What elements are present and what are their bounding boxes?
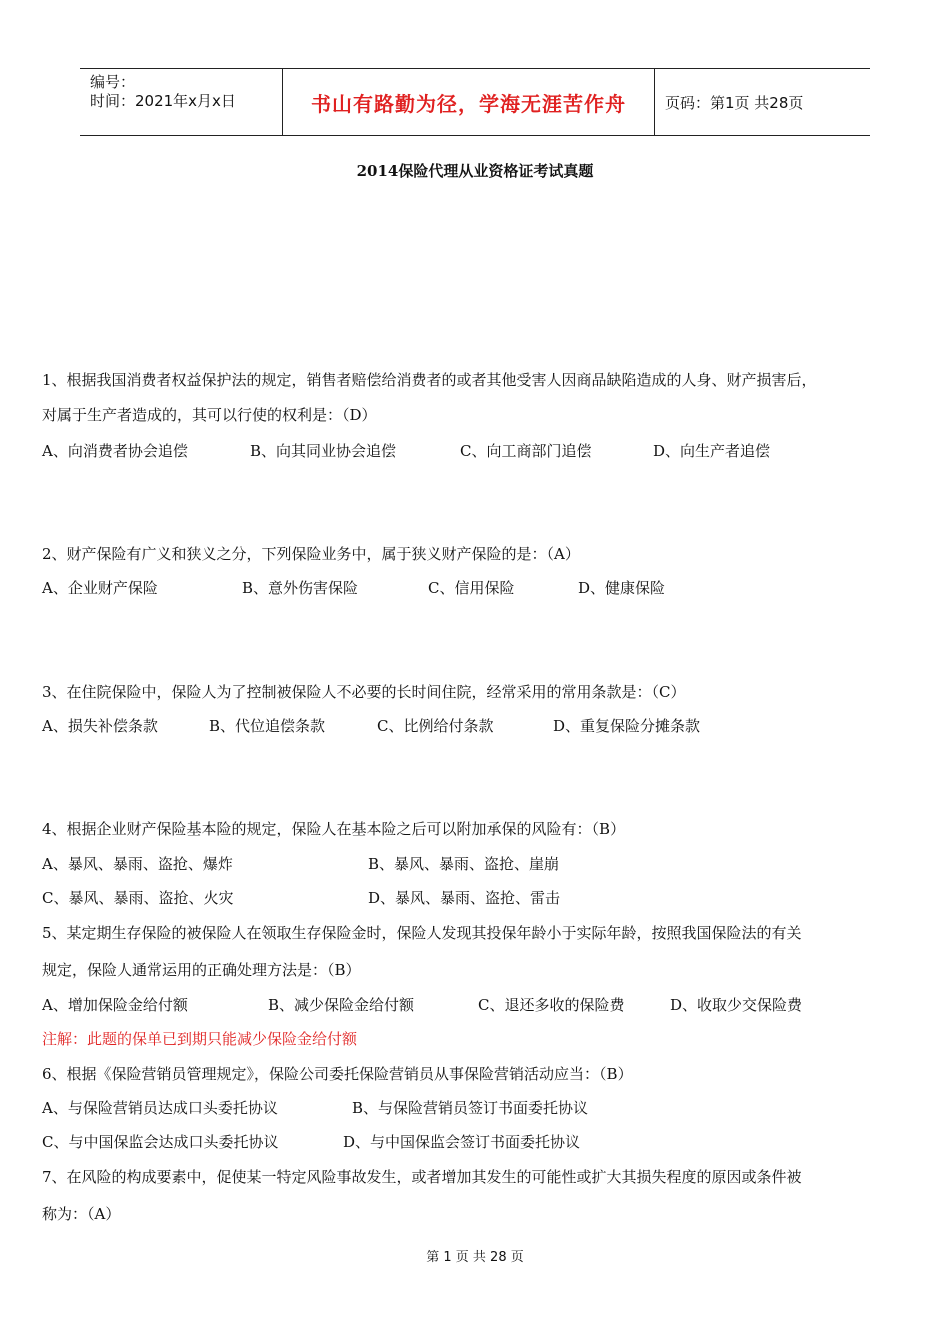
header-page-cell — [655, 69, 870, 135]
question-1-option-b: B、向其同业协会追偿 — [250, 442, 397, 460]
question-4-option-c: C、暴风、暴雨、盗抢、火灾 — [42, 889, 234, 907]
header-page-info: 页码：第1页 共28页 — [665, 93, 804, 112]
question-6-option-c: C、与中国保监会达成口头委托协议 — [42, 1133, 279, 1151]
question-3-option-c: C、比例给付条款 — [377, 717, 494, 735]
question-2-option-d: D、健康保险 — [578, 579, 666, 597]
question-5-option-d: D、收取少交保险费 — [670, 996, 803, 1014]
page-footer: 第 1 页 共 28 页 — [426, 1250, 524, 1265]
question-1-option-d: D、向生产者追偿 — [653, 442, 771, 460]
question-6-option-a: A、与保险营销员达成口头委托协议 — [42, 1099, 278, 1117]
question-4-option-a: A、暴风、暴雨、盗抢、爆炸 — [42, 855, 233, 873]
question-3-option-a: A、损失补偿条款 — [42, 717, 158, 735]
question-4-option-b: B、暴风、暴雨、盗抢、崖崩 — [368, 855, 560, 873]
question-1-text-line-2: 对属于生产者造成的，其可以行使的权利是：（D） — [42, 406, 377, 424]
question-6-option-b: B、与保险营销员签订书面委托协议 — [352, 1099, 589, 1117]
question-3-text-line-1: 3、在住院保险中，保险人为了控制被保险人不必要的长时间住院，经常采用的常用条款是：（C） — [42, 683, 686, 701]
question-1-option-c: C、向工商部门追偿 — [460, 442, 592, 460]
page-header — [80, 68, 870, 136]
question-5-text-line-2: 规定，保险人通常运用的正确处理方法是：（B） — [42, 961, 361, 979]
header-time-label: 时间：2021年x月x日 — [90, 92, 236, 110]
question-2-text-line-1: 2、财产保险有广义和狭义之分，下列保险业务中，属于狭义财产保险的是：（A） — [42, 545, 580, 563]
header-info-cell — [80, 69, 282, 135]
document-title: 2014保险代理从业资格证考试真题 — [356, 162, 594, 180]
question-2-option-c: C、信用保险 — [428, 579, 515, 597]
question-6-option-d: D、与中国保监会签订书面委托协议 — [343, 1133, 581, 1151]
question-4-option-d: D、暴风、暴雨、盗抢、雷击 — [368, 889, 561, 907]
question-1-option-a: A、向消费者协会追偿 — [42, 442, 188, 460]
question-6-text-line-1: 6、根据《保险营销员管理规定》，保险公司委托保险营销员从事保险营销活动应当：（B） — [42, 1065, 633, 1083]
question-5-note: 注解：此题的保单已到期只能减少保险金给付额 — [42, 1030, 358, 1048]
header-motto-cell — [282, 69, 655, 135]
question-4-text-line-1: 4、根据企业财产保险基本险的规定，保险人在基本险之后可以附加承保的风险有：（B） — [42, 820, 626, 838]
question-5-option-a: A、增加保险金给付额 — [42, 996, 188, 1014]
header-number-label: 编号： — [90, 73, 136, 91]
question-3-option-b: B、代位追偿条款 — [209, 717, 326, 735]
question-5-option-b: B、减少保险金给付额 — [268, 996, 415, 1014]
question-1-text-line-1: 1、根据我国消费者权益保护法的规定，销售者赔偿给消费者的或者其他受害人因商品缺陷造成的人身、财产损害后， — [42, 371, 817, 389]
question-3-option-d: D、重复保险分摊条款 — [553, 717, 701, 735]
question-7-text-line-2: 称为：（A） — [42, 1205, 121, 1223]
question-2-option-a: A、企业财产保险 — [42, 579, 158, 597]
question-2-option-b: B、意外伤害保险 — [242, 579, 359, 597]
question-5-text-line-1: 5、某定期生存保险的被保险人在领取生存保险金时，保险人发现其投保年龄小于实际年龄，按照我国保险法的有关 — [42, 924, 802, 942]
question-7-text-line-1: 7、在风险的构成要素中，促使某一特定风险事故发生，或者增加其发生的可能性或扩大其损失程度的原因或条件被 — [42, 1168, 802, 1186]
question-5-option-c: C、退还多收的保险费 — [478, 996, 625, 1014]
header-motto: 书山有路勤为径，学海无涯苦作舟 — [311, 91, 626, 116]
